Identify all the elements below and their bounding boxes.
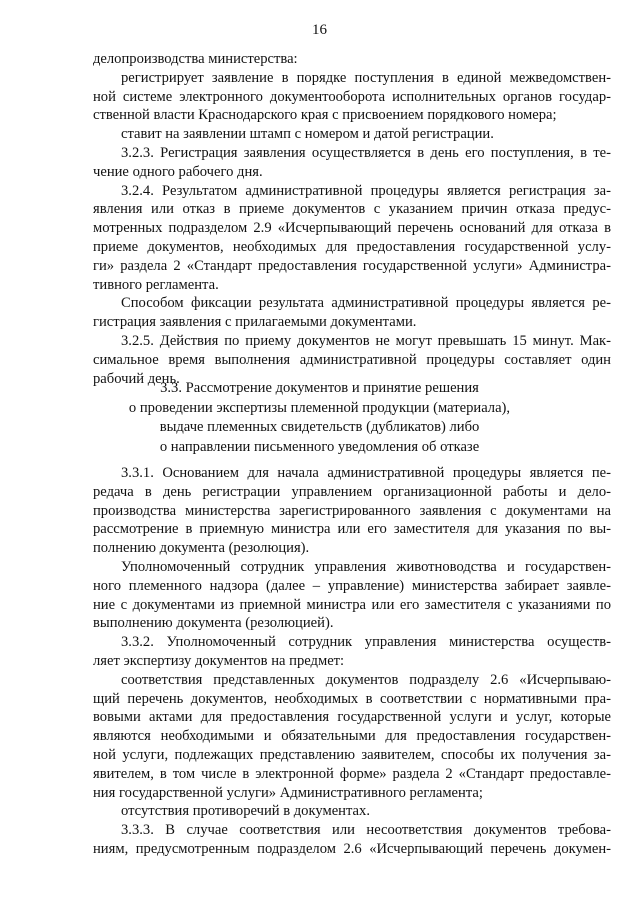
- text-line: 3.3.2. Уполномоченный сотрудник управления министерства осуществ-: [121, 634, 611, 651]
- heading-line: выдаче племенных свидетельств (дубликатов) либо: [159, 419, 480, 435]
- text-line: щий перечень документов, необходимых в соответствии с нормативными пра-: [93, 690, 611, 707]
- heading-line: о направлении письменного уведомления об отказе: [159, 438, 480, 455]
- text-line: симальное время выполнения административной процедуры составляет один: [93, 351, 611, 368]
- text-line: редача в день регистрации управлением организационной работы и дело-: [93, 483, 611, 500]
- text-line: рассмотрение в приемную министра или его заместителя для указания по вы-: [93, 521, 611, 538]
- text-line: ляет экспертизу документов на предмет:: [93, 652, 345, 669]
- text-line: выполнению документа (резолюцией).: [93, 615, 334, 632]
- procedure-text-section-3-2: [93, 50, 611, 388]
- text-line: 3.2.3. Регистрация заявления осуществляется в день его поступления, в те-: [121, 144, 611, 161]
- section-heading-3-3: [0, 379, 639, 457]
- text-line: Способом фиксации результата административной процедуры является ре-: [121, 295, 611, 312]
- text-line: мотренных подразделом 2.9 «Исчерпывающий перечень оснований для отказа в: [93, 220, 611, 237]
- text-line: являются необходимыми и обязательными для предоставления государствен-: [93, 728, 611, 745]
- text-line: ниям, предусмотренным подразделом 2.6 «Исчерпывающий перечень докумен-: [93, 840, 611, 857]
- heading-line: 3.3. Рассмотрение документов и принятие решения: [160, 380, 479, 396]
- text-line: тивного регламента.: [93, 276, 219, 293]
- text-line: отсутствия противоречий в документах.: [121, 803, 370, 820]
- text-line: Уполномоченный сотрудник управления животноводства и государствен-: [121, 558, 611, 575]
- text-line: делопроизводства министерства:: [93, 51, 298, 67]
- text-line: ставит на заявлении штамп с номером и датой регистрации.: [121, 126, 494, 143]
- text-line: приеме документов, необходимых для предоставления государственной услу-: [93, 238, 611, 255]
- text-line: производства министерства зарегистрированного заявления с документами на: [93, 502, 611, 519]
- text-line: 3.2.5. Действия по приему документов не могут превышать 15 минут. Мак-: [121, 332, 611, 349]
- page-number: 16: [312, 22, 327, 38]
- text-line: ной системе электронного документооборота исполнительных органов государ-: [93, 88, 611, 105]
- text-line: 3.3.3. В случае соответствия или несоответствия документов требова-: [121, 822, 611, 839]
- text-line: ги» раздела 2 «Стандарт предоставления государственной услуги» Администра-: [93, 257, 611, 274]
- text-line: вовыми актами для предоставления государственной услуги и услуг, которые: [93, 709, 611, 726]
- text-line: соответствия представленных документов подразделу 2.6 «Исчерпываю-: [121, 671, 611, 688]
- text-line: явителем, в том числе в электронной форме» раздела 2 «Стандарт предоставле-: [93, 765, 611, 782]
- text-line: явления или отказ в приеме документов с указанием причин отказа предус-: [93, 201, 611, 218]
- text-line: ственной власти Краснодарского края с присвоением порядкового номера;: [93, 107, 557, 124]
- heading-line: о проведении экспертизы племенной продукции (материала),: [128, 399, 511, 416]
- text-line: регистрирует заявление в порядке поступления в единой межведомствен-: [121, 69, 611, 86]
- text-line: гистрация заявления с прилагаемыми документами.: [93, 314, 417, 331]
- text-line: рабочий день.: [93, 370, 180, 387]
- text-line: ной услуги, подлежащих представлению заявителем, способы их получения за-: [93, 746, 611, 763]
- text-line: 3.2.4. Результатом административной процедуры является регистрация за-: [121, 182, 611, 199]
- text-line: ние с документами из приемной министра или его заместителя с указаниями по: [93, 596, 611, 613]
- text-line: полнению документа (резолюция).: [93, 540, 310, 557]
- procedure-text-section-3-3: [93, 464, 611, 859]
- text-line: 3.3.1. Основанием для начала административной процедуры является пе-: [121, 465, 611, 481]
- text-line: ного племенного надзора (далее – управление) министерства забирает заявле-: [93, 577, 611, 594]
- text-line: чение одного рабочего дня.: [93, 163, 263, 180]
- text-line: ния государственной услуги» Административного регламента;: [93, 784, 483, 801]
